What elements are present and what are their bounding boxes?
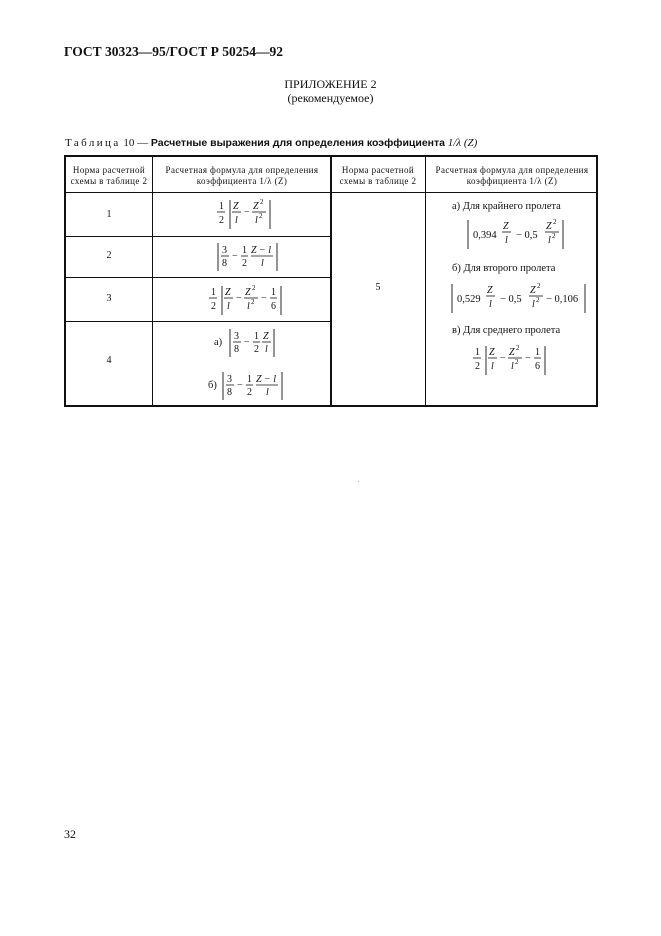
header-formula-right: Расчетная формула для определения коэффициента 1/λ (Z) — [435, 165, 589, 186]
header-norm-left: Норма расчетной схемы в таблице 2 — [70, 165, 148, 186]
formula-row-3 — [208, 283, 288, 317]
formula-row-1 — [216, 197, 276, 231]
svg-text:Z − l: Z − l — [256, 374, 277, 385]
svg-text:1: 1 — [219, 201, 224, 212]
svg-text:2: 2 — [259, 212, 263, 220]
svg-text:l: l — [265, 344, 268, 355]
formula-case-b-svg — [450, 281, 590, 315]
appendix-title: ПРИЛОЖЕНИЕ 2 — [284, 77, 377, 91]
svg-text:1: 1 — [242, 245, 247, 256]
caption-title: Расчетные выражения для определения коэффициента — [150, 137, 445, 149]
document-header: ГОСТ 30323—95/ГОСТ Р 50254—92 — [64, 44, 283, 59]
page-number: 32 — [64, 827, 76, 841]
svg-text:− 0,5: − 0,5 — [516, 230, 538, 241]
formula-row-2 — [216, 241, 280, 273]
svg-text:l: l — [247, 301, 250, 312]
formula-4b-label: б) — [208, 380, 217, 391]
svg-text:−: − — [500, 353, 506, 364]
svg-text:l: l — [491, 361, 494, 372]
svg-text:1: 1 — [475, 347, 480, 358]
svg-text:l: l — [548, 235, 551, 246]
svg-text:2: 2 — [475, 361, 480, 372]
appendix-subtitle: (рекомендуемое) — [287, 91, 374, 105]
svg-text:1: 1 — [247, 374, 252, 385]
table-header-divider — [64, 192, 598, 193]
svg-text:− 0,5: − 0,5 — [500, 294, 522, 305]
case-c-label: в) Для среднего пролета — [452, 325, 561, 336]
table-caption — [65, 137, 477, 149]
svg-text:Z: Z — [530, 285, 536, 296]
svg-text:8: 8 — [227, 387, 232, 398]
formula-4a-label: а) — [214, 337, 223, 348]
caption-symbol: 1/λ (Z) — [447, 137, 478, 149]
appendix-heading — [0, 77, 661, 105]
svg-text:2: 2 — [553, 218, 557, 226]
svg-text:2: 2 — [254, 344, 259, 355]
formula-table — [64, 155, 598, 407]
svg-text:Z: Z — [503, 221, 509, 232]
norm-2: 2 — [106, 250, 112, 261]
scan-speck — [358, 481, 359, 482]
formula-row-3-svg — [208, 283, 288, 317]
svg-text:1: 1 — [271, 287, 276, 298]
formula-row-4b — [221, 370, 285, 402]
svg-text:Z: Z — [245, 287, 251, 298]
svg-text:2: 2 — [260, 198, 264, 206]
formula-case-b — [450, 281, 590, 315]
svg-text:1: 1 — [535, 347, 540, 358]
svg-text:− 0,106: − 0,106 — [546, 294, 579, 305]
header-norm-right: Норма расчетной схемы в таблице 2 — [339, 165, 417, 186]
svg-text:l: l — [505, 235, 508, 246]
svg-text:1: 1 — [211, 287, 216, 298]
svg-text:−: − — [244, 337, 250, 348]
caption-number: 10 — — [123, 137, 149, 149]
svg-text:6: 6 — [271, 301, 276, 312]
formula-row-2-svg — [216, 241, 280, 273]
svg-text:1: 1 — [254, 331, 259, 342]
svg-text:2: 2 — [251, 298, 255, 306]
svg-text:0,394: 0,394 — [473, 230, 497, 241]
svg-text:l: l — [532, 299, 535, 310]
svg-text:8: 8 — [222, 258, 227, 269]
svg-text:−: − — [236, 293, 242, 304]
formula-row-4a-svg — [228, 327, 278, 359]
svg-text:−: − — [237, 380, 243, 391]
svg-text:2: 2 — [552, 232, 556, 240]
norm-1: 1 — [106, 209, 112, 220]
svg-text:l: l — [511, 361, 514, 372]
caption-prefix: Таблица — [65, 137, 121, 149]
svg-text:2: 2 — [252, 284, 256, 292]
svg-text:2: 2 — [219, 215, 224, 226]
svg-text:Z: Z — [263, 331, 269, 342]
formula-row-1-svg — [216, 197, 276, 231]
svg-text:2: 2 — [537, 282, 541, 290]
svg-text:0,529: 0,529 — [457, 294, 481, 305]
svg-text:3: 3 — [234, 331, 239, 342]
norm-4: 4 — [106, 355, 112, 366]
formula-case-a — [466, 217, 586, 251]
svg-text:6: 6 — [535, 361, 540, 372]
svg-text:2: 2 — [536, 296, 540, 304]
svg-text:l: l — [489, 299, 492, 310]
svg-text:l: l — [227, 301, 230, 312]
svg-text:l: l — [261, 258, 264, 269]
svg-text:Z: Z — [253, 201, 259, 212]
svg-text:3: 3 — [222, 245, 227, 256]
formula-case-c-svg — [472, 343, 552, 377]
formula-row-4b-svg — [221, 370, 285, 402]
svg-text:l: l — [266, 387, 269, 398]
row-divider-1 — [64, 236, 331, 237]
svg-text:Z: Z — [546, 221, 552, 232]
svg-text:2: 2 — [242, 258, 247, 269]
case-b-label: б) Для второго пролета — [452, 263, 556, 274]
norm-3: 3 — [106, 293, 112, 304]
svg-text:l: l — [235, 215, 238, 226]
svg-text:−: − — [525, 353, 531, 364]
svg-text:3: 3 — [227, 374, 232, 385]
svg-text:2: 2 — [247, 387, 252, 398]
formula-case-c — [472, 343, 552, 377]
row-divider-3 — [64, 321, 331, 322]
svg-text:l: l — [255, 215, 258, 226]
svg-text:2: 2 — [515, 358, 519, 366]
norm-5: 5 — [375, 282, 381, 293]
case-a-label: а) Для крайнего пролета — [452, 201, 561, 212]
row-divider-2 — [64, 277, 331, 278]
svg-text:2: 2 — [211, 301, 216, 312]
svg-text:Z: Z — [233, 201, 239, 212]
svg-text:8: 8 — [234, 344, 239, 355]
svg-text:2: 2 — [516, 344, 520, 352]
svg-text:−: − — [261, 293, 267, 304]
svg-text:Z: Z — [225, 287, 231, 298]
svg-text:Z: Z — [509, 347, 515, 358]
header-formula-left: Расчетная формула для определения коэффициента 1/λ (Z) — [165, 165, 319, 186]
svg-text:−: − — [244, 207, 250, 218]
formula-case-a-svg — [466, 217, 586, 251]
svg-text:Z: Z — [487, 285, 493, 296]
formula-row-4a — [228, 327, 278, 359]
svg-text:Z − l: Z − l — [251, 245, 272, 256]
svg-text:Z: Z — [489, 347, 495, 358]
svg-text:−: − — [232, 251, 238, 262]
